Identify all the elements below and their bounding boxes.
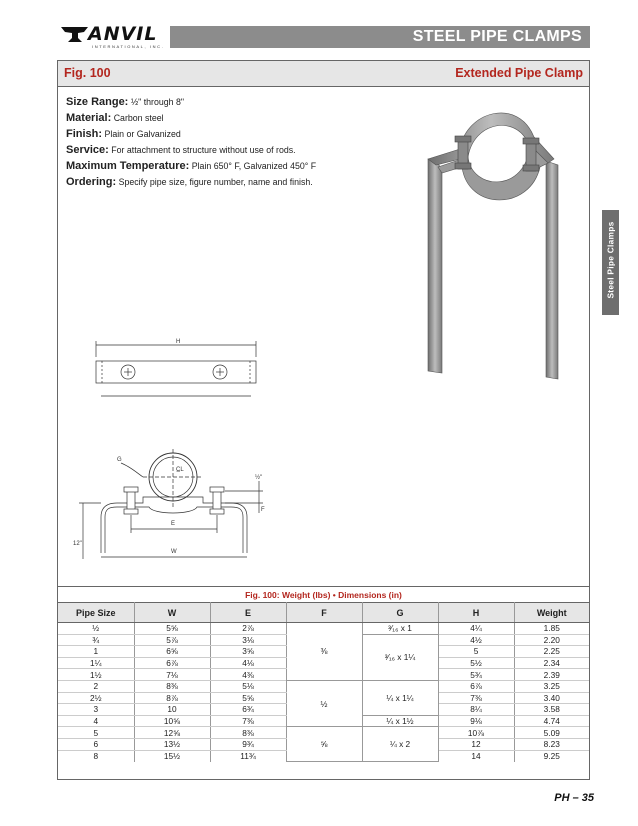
spec-max-temperature: Maximum Temperature: Plain 650° F, Galvanized 450° F xyxy=(66,160,317,172)
page-title: STEEL PIPE CLAMPS xyxy=(412,28,582,45)
table-row: 1½ 7⅛ 4⅜ 5¾ 2.39 xyxy=(58,669,589,681)
g-group-2: ³⁄₁₆ x 1¼ xyxy=(362,634,438,680)
g-group-1: ³⁄₁₆ x 1 xyxy=(362,623,438,635)
g-group-3: ¼ x 1¼ xyxy=(362,680,438,715)
spec-ordering: Ordering: Specify pipe size, figure number, name and finish. xyxy=(66,176,313,188)
dimensions-table xyxy=(58,602,589,762)
table-row: 2½ 8⅞ 5⅝ 7⅜ 3.40 xyxy=(58,692,589,704)
col-pipe-size: Pipe Size xyxy=(58,603,134,623)
anvil-logo xyxy=(60,22,170,50)
table-caption: Fig. 100: Weight (lbs) • Dimensions (in) xyxy=(58,586,589,602)
label-h: H xyxy=(176,339,181,345)
f-group-1: ⅜ xyxy=(286,623,362,681)
spec-list xyxy=(66,94,366,190)
table-row: 3 10 6¾ 8¼ 3.58 xyxy=(58,704,589,716)
spec-finish: Finish: Plain or Galvanized xyxy=(66,128,181,140)
table-header-row xyxy=(58,603,589,623)
figure-name: Extended Pipe Clamp xyxy=(455,66,583,80)
col-h: H xyxy=(438,603,514,623)
technical-drawing xyxy=(73,331,333,561)
table-row: 1¼ 6⅞ 4⅛ 5½ 2.34 xyxy=(58,657,589,669)
table-row: ½ 5⅝ 2⅞ ⅜ ³⁄₁₆ x 1 4¼ 1.85 xyxy=(58,623,589,635)
label-half-inch: ½" xyxy=(255,475,263,481)
label-centerline: C̲L xyxy=(176,467,184,473)
figure-header xyxy=(58,61,589,87)
logo-text: ANVIL xyxy=(88,23,158,45)
col-e: E xyxy=(210,603,286,623)
header-bar xyxy=(170,26,590,48)
table-row: 1 6⅝ 3⅝ 5 2.25 xyxy=(58,646,589,658)
label-w: W xyxy=(171,549,177,555)
label-g: G xyxy=(117,457,122,463)
side-tab-label: Steel Pipe Clamps xyxy=(605,221,616,299)
table-row: 4 10⅝ 7⅜ ¼ x 1½ 9⅛ 4.74 xyxy=(58,715,589,727)
figure-number: Fig. 100 xyxy=(64,66,111,80)
spec-service: Service: For attachment to structure without use of rods. xyxy=(66,144,296,156)
anvil-icon xyxy=(60,24,90,46)
col-f: F xyxy=(286,603,362,623)
spec-size-range: Size Range: ½" through 8" xyxy=(66,96,185,108)
col-g: G xyxy=(362,603,438,623)
label-f: F xyxy=(261,507,265,513)
g-group-4: ¼ x 1½ xyxy=(362,715,438,727)
logo-subtitle: INTERNATIONAL, INC. xyxy=(92,44,165,49)
table-row: 6 13½ 9¾ 12 8.23 xyxy=(58,738,589,750)
f-group-3: ⅝ xyxy=(286,727,362,762)
table-row: ¾ 5⅞ 3⅛ ³⁄₁₆ x 1¼ 4½ 2.20 xyxy=(58,634,589,646)
g-group-5: ¼ x 2 xyxy=(362,727,438,762)
product-box xyxy=(57,60,590,780)
section-side-tab xyxy=(602,210,619,315)
label-e: E xyxy=(171,521,176,527)
col-weight: Weight xyxy=(514,603,589,623)
table-row: 2 8⅜ 5⅛ ½ ¼ x 1¼ 6⅞ 3.25 xyxy=(58,680,589,692)
spec-material: Material: Carbon steel xyxy=(66,112,164,124)
f-group-2: ½ xyxy=(286,680,362,726)
table-row: 5 12⅝ 8⅜ ⅝ ¼ x 2 10⅞ 5.09 xyxy=(58,727,589,739)
table-row: 8 15½ 11¾ 14 9.25 xyxy=(58,750,589,762)
product-photo xyxy=(358,101,588,391)
col-w: W xyxy=(134,603,210,623)
label-12-inch: 12" xyxy=(73,541,82,547)
page-number: PH – 35 xyxy=(554,792,594,804)
